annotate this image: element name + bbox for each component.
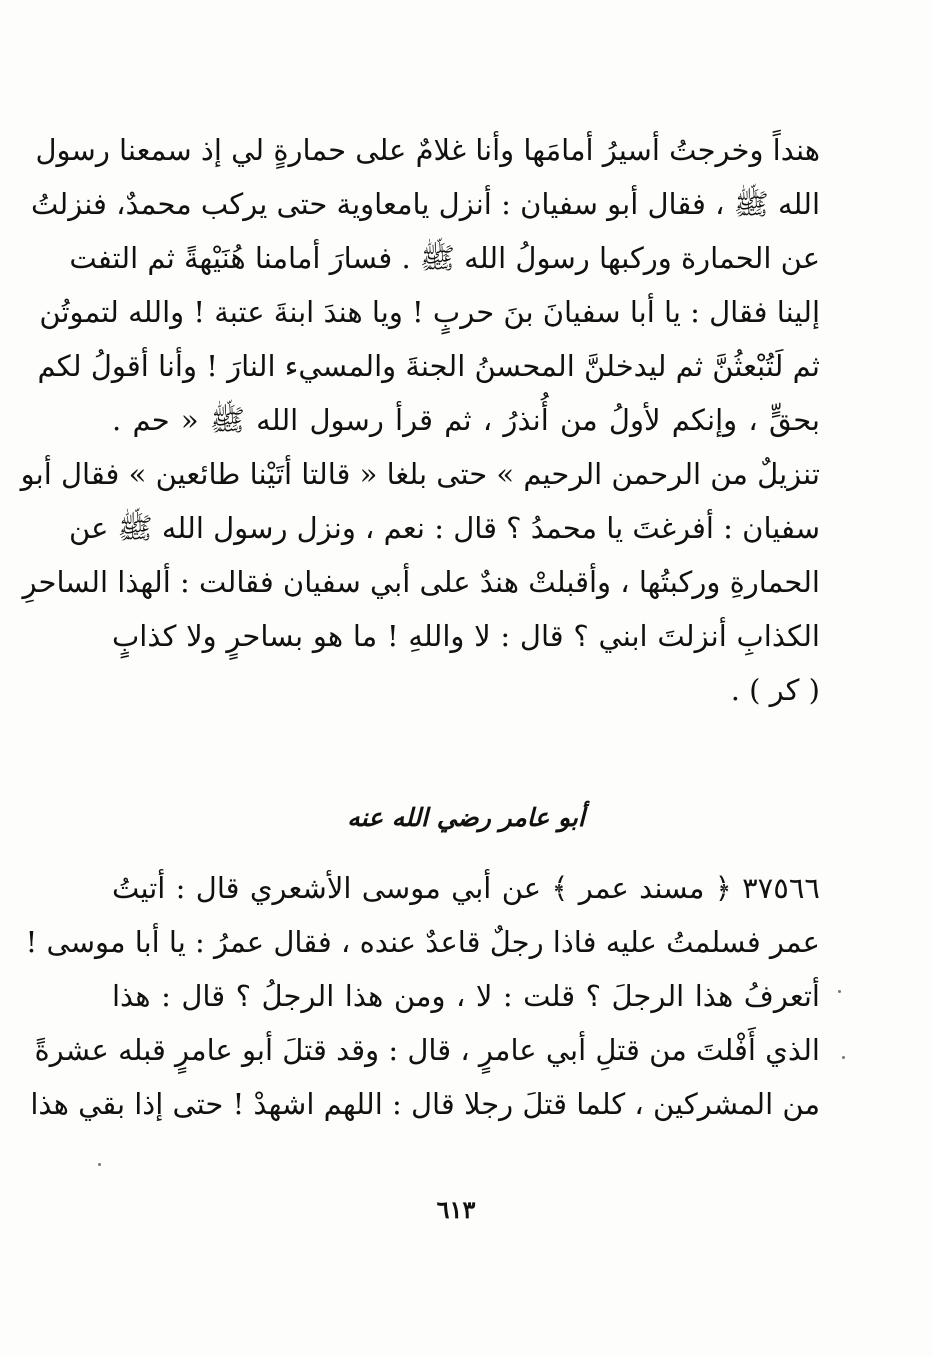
- text-line: ثم لَتُبْعثُنَّ ثم ليدخلنَّ المحسنُ الجنةَ والمسيء النارَ ! وأنا أقولُ لكم: [37, 349, 820, 383]
- scan-speck: [98, 1163, 101, 1166]
- text-line: إلينا فقال : يا أبا سفيانَ بنَ حربٍ ! ويا هندَ ابنةَ عتبة ! والله لتموتُن: [39, 295, 820, 329]
- scan-speck: [842, 1056, 845, 1059]
- text-line: الحمارةِ وركبتُها ، وأقبلتْ هندٌ على أبي سفيان فقالت : ألهذا الساحرِ: [22, 565, 820, 599]
- scan-speck: [838, 990, 841, 993]
- text-line: الكذابِ أنزلتَ ابني ؟ قال : لا واللهِ ! ما هو بساحرٍ ولا كذابٍ: [112, 619, 820, 653]
- text-line: هنداً وخرجتُ أسيرُ أمامَها وأنا غلامٌ على حمارةٍ لي إذ سمعنا رسول: [35, 133, 820, 167]
- text-line-citation: ( كر ) .: [730, 673, 820, 707]
- text-line: أتعرفُ هذا الرجلَ ؟ قلت : لا ، ومن هذا الرجلُ ؟ قال : هذا: [112, 979, 820, 1013]
- text-line: تنزيلٌ من الرحمن الرحيم » حتى بلغا « قالتا أتَيْنا طائعين » فقال أبو: [20, 457, 820, 491]
- text-line: بحقٍّ ، وإنكم لأولُ من أُنذرُ ، ثم قرأ رسول الله ﷺ « حم .: [112, 403, 820, 437]
- section-heading: أبو عامر رضي الله عنه: [347, 803, 585, 832]
- text-line: عن الحمارة وركبها رسولُ الله ﷺ . فسارَ أمامنا هُنَيْهةً ثم التفت: [69, 241, 820, 275]
- text-line: سفيان : أفرغتَ يا محمدُ ؟ قال : نعم ، ونزل رسول الله ﷺ عن: [69, 511, 820, 545]
- section-2-text: [25, 864, 820, 1134]
- text-line: الله ﷺ ، فقال أبو سفيان : أنزل يامعاوية حتى يركب محمدٌ، فنزلتُ: [30, 187, 820, 221]
- text-line: عمر فسلمتُ عليه فاذا رجلٌ قاعدٌ عنده ، فقال عمرُ : يا أبا موسى !: [25, 925, 820, 959]
- text-line: من المشركين ، كلما قتلَ رجلا قال : اللهم اشهدْ ! حتى إذا بقي هذا: [30, 1087, 820, 1121]
- text-line-hadith-number: ٣٧٥٦٦ ﴿ مسند عمر ﴾ عن أبي موسى الأشعري قال : أتيتُ: [112, 871, 820, 905]
- page-number: ٦١٣: [436, 1195, 476, 1224]
- section-1-text: [20, 126, 820, 720]
- text-line: الذي أَفْلتَ من قتلِ أبي عامرٍ ، قال : وقد قتلَ أبو عامرٍ قبله عشرةً: [34, 1033, 820, 1067]
